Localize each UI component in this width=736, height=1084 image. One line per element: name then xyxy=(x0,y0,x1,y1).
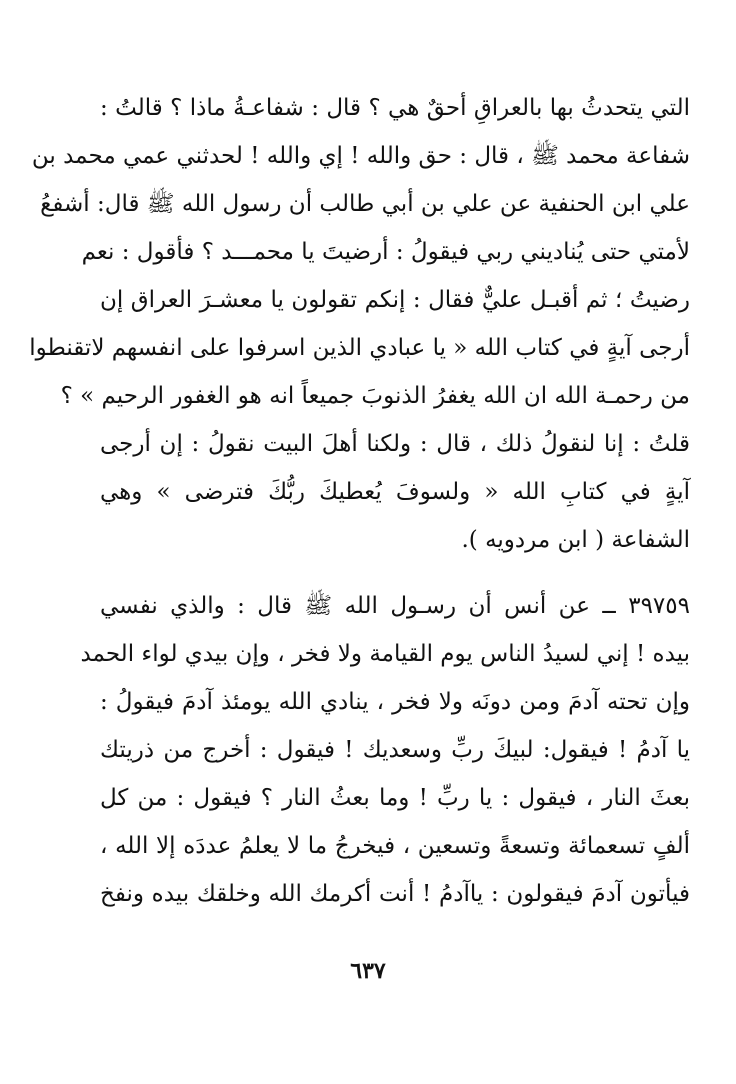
page-number: ٦٣٧ xyxy=(350,958,386,984)
text-line: التي يتحدثُ بها بالعراقِ أحقٌ هي ؟ قال : شفاعـةُ ماذا ؟ قالتُ : xyxy=(100,95,690,121)
paragraph-hadith-continuation xyxy=(29,84,690,564)
text-line: أرجى آيةٍ في كتاب الله « يا عبادي الذين اسرفوا على انفسهم لاتقنطوا xyxy=(29,335,690,361)
text-line: ٣٩٧٥٩ ــ عن أنس أن رسـول الله ﷺ قال : والذي نفسي xyxy=(100,593,690,619)
text-line: يا آدمُ ! فيقول: لبيكَ ربِّ وسعديك ! فيقول : أخرج من ذريتك xyxy=(100,737,690,763)
text-line: وإن تحته آدمَ ومن دونَه ولا فخر ، ينادي الله يومئذ آدمَ فيقولُ : xyxy=(100,689,690,715)
text-line: آيةٍ في كتابِ الله « ولسوفَ يُعطيكَ ربُّكَ فترضى » وهي xyxy=(100,479,690,505)
text-line: شفاعة محمد ﷺ ، قال : حق والله ! إي والله ! لحدثني عمي محمد بن xyxy=(31,143,690,169)
text-line: بعثَ النار ، فيقول : يا ربِّ ! وما بعثُ النار ؟ فيقول : من كل xyxy=(100,785,690,811)
text-line: فيأتون آدمَ فيقولون : ياآدمُ ! أنت أكرمك الله وخلقك بيده ونفخ xyxy=(100,881,690,907)
text-line: لأمتي حتى يُناديني ربي فيقولُ : أرضيتَ يا محمـــد ؟ فأقول : نعم xyxy=(81,239,690,265)
text-line: ألفٍ تسعمائة وتسعةً وتسعين ، فيخرجُ ما لا يعلمُ عددَه إلا الله ، xyxy=(100,833,690,859)
text-line: الشفاعة ( ابن مردويه ). xyxy=(461,527,690,553)
text-line: من رحمـة الله ان الله يغفرُ الذنوبَ جميعاً انه هو الغفور الرحيم » ؟ xyxy=(60,383,690,409)
text-line: بيده ! إني لسيدُ الناس يوم القيامة ولا فخر ، وإن بيدي لواء الحمد xyxy=(80,641,690,667)
text-line: علي ابن الحنفية عن علي بن أبي طالب أن رسول الله ﷺ قال: أشفعُ xyxy=(40,191,690,217)
paragraph-hadith-39759 xyxy=(80,582,690,918)
text-line: قلتُ : إنا لنقولُ ذلك ، قال : ولكنا أهلَ البيت نقولُ : إن أرجى xyxy=(100,431,690,457)
text-line: رضيتُ ؛ ثم أقبـل عليٌّ فقال : إنكم تقولون يا معشـرَ العراق إن xyxy=(100,287,690,313)
